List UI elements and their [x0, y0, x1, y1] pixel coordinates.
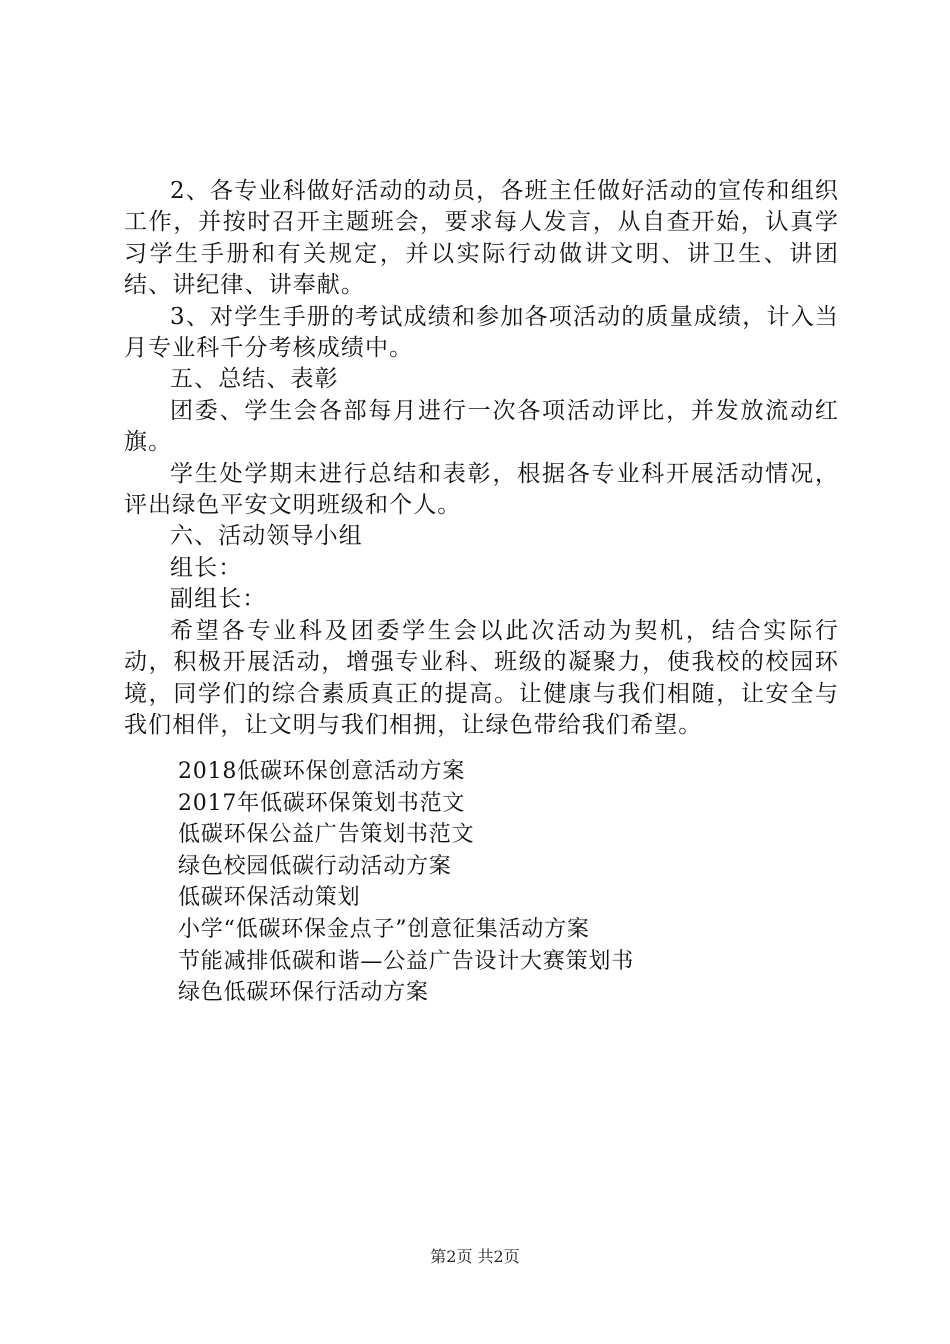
paragraph-closing: 希望各专业科及团委学生会以此次活动为契机，结合实际行动，积极开展活动，增强专业科、班级的凝聚力，使我校的校园环境，同学们的综合素质真正的提高。让健康与我们相随，让安全与我们相伴，让文明与我们相拥，让绿色带给我们希望。	[124, 617, 839, 738]
paragraph-monthly-evaluation: 团委、学生会各部每月进行一次各项活动评比，并发放流动红旗。	[124, 397, 839, 456]
related-article-link[interactable]: 绿色低碳环保行活动方案	[178, 980, 429, 1006]
paragraph-item-2: 2、各专业科做好活动的动员，各班主任做好活动的宣传和组织工作，并按时召开主题班会，要求每人发言，从自查开始，认真学习学生手册和有关规定，并以实际行动做讲文明、讲卫生、讲团结、讲纪律、讲奉献。	[124, 178, 839, 299]
related-article-link[interactable]: 低碳环保活动策划	[178, 885, 361, 911]
paragraph-term-summary: 学生处学期末进行总结和表彰，根据各专业科开展活动情况，评出绿色平安文明班级和个人。	[124, 460, 839, 519]
document-body	[124, 176, 839, 741]
related-article-link[interactable]: 小学“低碳环保金点子”创意征集活动方案	[178, 916, 590, 942]
deputy-leader-label: 副组长：	[170, 586, 267, 613]
related-article-link[interactable]: 绿色校园低碳行动活动方案	[178, 853, 452, 879]
related-articles-list	[178, 756, 818, 1009]
leader-label: 组长：	[170, 554, 243, 581]
related-article-link[interactable]: 2017年低碳环保策划书范文	[178, 790, 466, 816]
related-article-link[interactable]: 低碳环保公益广告策划书范文	[178, 822, 475, 848]
section-heading-leadership: 六、活动领导小组	[170, 523, 363, 550]
related-article-link[interactable]: 2018低碳环保创意活动方案	[178, 759, 466, 784]
page-number-footer: 第2页 共2页	[430, 1247, 520, 1266]
related-article-link[interactable]: 节能减排低碳和谐—公益广告设计大赛策划书	[178, 948, 635, 974]
section-heading-summary: 五、总结、表彰	[170, 366, 339, 393]
paragraph-item-3: 3、对学生手册的考试成绩和参加各项活动的质量成绩，计入当月专业科千分考核成绩中。	[124, 303, 839, 362]
